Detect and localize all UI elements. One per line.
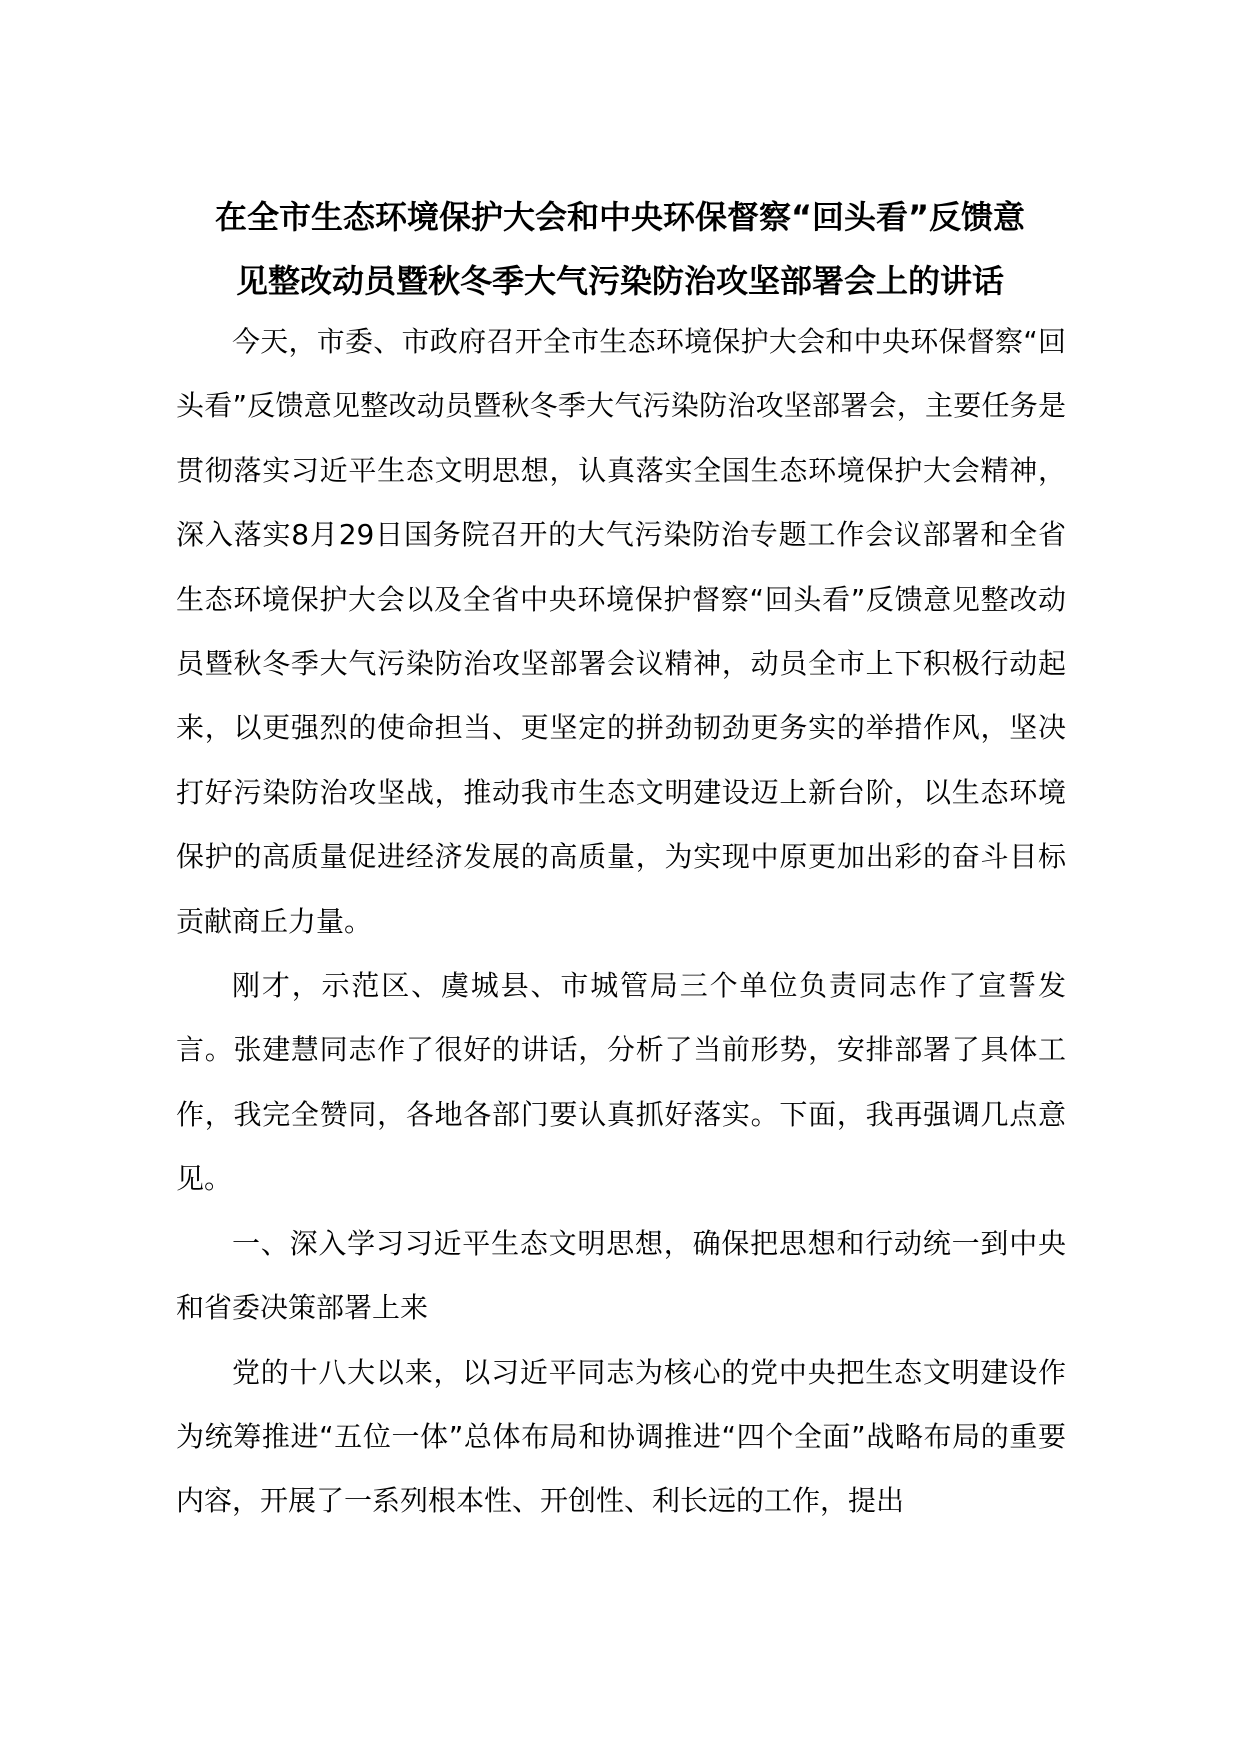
title-line-1: 在全市生态环境保护大会和中央环保督察“回头看”反馈意 [214,198,1026,236]
title-line-2: 见整改动员暨秋冬季大气污染防治攻坚部署会上的讲话 [235,262,1004,300]
paragraph-remarks: 刚才，示范区、虞城县、市城管局三个单位负责同志作了宣誓发言。张建慧同志作了很好的讲话，分析了当前形势，安排部署了具体工作，我完全赞同，各地各部门要认真抓好落实。下面，我再强调几点意见。 [176,969,1066,1196]
section-heading-1: 一、深入学习习近平生态文明思想，确保把思想和行动统一到中央和省委决策部署上来 [176,1226,1066,1325]
paragraph-section-1: 党的十八大以来，以习近平同志为核心的党中央把生态文明建设作为统筹推进“五位一体”总体布局和协调推进“四个全面”战略布局的重要内容，开展了一系列根本性、开创性、利长远的工作，提出 [176,1355,1066,1518]
document-title [170,185,1070,313]
document-body [176,310,1066,1534]
paragraph-opening: 今天，市委、市政府召开全市生态环境保护大会和中央环保督察“回头看”反馈意见整改动员暨秋冬季大气污染防治攻坚部署会，主要任务是贯彻落实习近平生态文明思想，认真落实全国生态环境保护大会精神，深入落实8月29日国务院召开的大气污染防治专题工作会议部署和全省生态环境保护大会以及全省中央环境保护督察“回头看”反馈意见整改动员暨秋冬季大气污染防治攻坚部署会议精神，动员全市上下积极行动起来，以更强烈的使命担当、更坚定的拼劲韧劲更务实的举措作风，坚决打好污染防治攻坚战，推动我市生态文明建设迈上新台阶，以生态环境保护的高质量促进经济发展的高质量，为实现中原更加出彩的奋斗目标贡献商丘力量。 [176,325,1066,938]
